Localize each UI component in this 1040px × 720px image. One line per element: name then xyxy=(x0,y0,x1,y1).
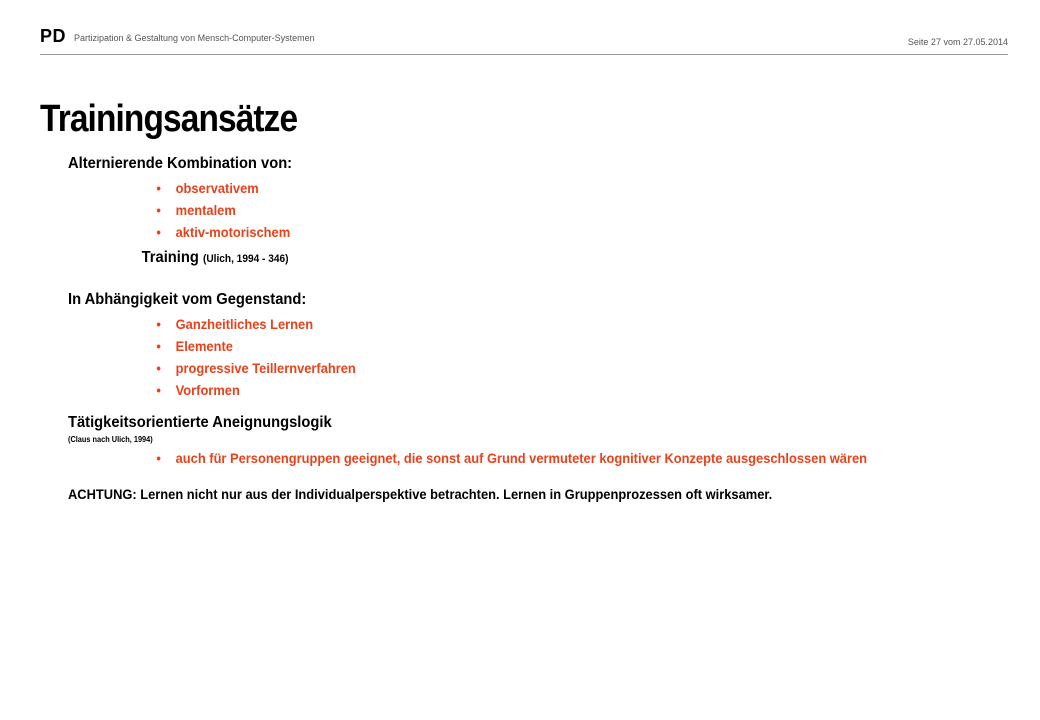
achtung-note: ACHTUNG: Lernen nicht nur aus der Individualperspektive betrachten. Lernen in Gruppenprozessen oft wirksamer. xyxy=(68,486,773,502)
list-item xyxy=(156,199,932,221)
brand-logo: PD xyxy=(40,26,67,46)
header-subtitle: Partizipation & Gestaltung von Mensch-Computer-Systemen xyxy=(74,33,315,43)
bullet-icon: • xyxy=(156,316,161,332)
training-line xyxy=(142,247,933,270)
list-item-text: mentalem xyxy=(175,202,236,218)
list-item-text: aktiv-motorischem xyxy=(175,224,291,240)
training-reference: (Ulich, 1994 - 346) xyxy=(202,253,289,265)
slide-header xyxy=(40,26,1008,55)
list-item xyxy=(156,177,932,199)
bullet-icon: • xyxy=(156,360,161,376)
section2-heading: In Abhängigkeit vom Gegenstand: xyxy=(68,291,307,308)
bullet-icon: • xyxy=(156,338,161,354)
list-item xyxy=(156,379,932,401)
list-item-text: observativem xyxy=(175,180,259,196)
list-item-text: Ganzheitliches Lernen xyxy=(175,316,314,332)
list-item xyxy=(156,447,932,469)
list-item xyxy=(156,357,932,379)
slide-title: Trainingsansätze xyxy=(40,98,298,140)
list-item xyxy=(156,313,932,335)
list-item-text: Vorformen xyxy=(175,382,240,398)
section3-list xyxy=(68,447,933,469)
page-info: Seite 27 vom 27.05.2014 xyxy=(907,37,1008,47)
list-item-text: auch für Personengruppen geeignet, die sonst auf Grund vermuteter kognitiver Konzepte ausgeschlossen wären xyxy=(175,450,868,466)
list-item xyxy=(156,221,932,243)
list-item xyxy=(156,335,932,357)
section1-list xyxy=(68,177,933,243)
list-item-text: Elemente xyxy=(175,338,233,354)
slide-content xyxy=(68,153,933,505)
bullet-icon: • xyxy=(156,450,161,466)
section2-list xyxy=(68,313,933,401)
list-item-text: progressive Teillernverfahren xyxy=(175,360,356,376)
training-label: Training xyxy=(141,249,199,266)
section3-heading: Tätigkeitsorientierte Aneignungslogik xyxy=(68,414,332,431)
bullet-icon: • xyxy=(156,224,161,240)
bullet-icon: • xyxy=(156,180,161,196)
bullet-icon: • xyxy=(156,382,161,398)
bullet-icon: • xyxy=(156,202,161,218)
section3-reference: (Claus nach Ulich, 1994) xyxy=(68,435,153,444)
section1-heading: Alternierende Kombination von: xyxy=(68,155,293,172)
